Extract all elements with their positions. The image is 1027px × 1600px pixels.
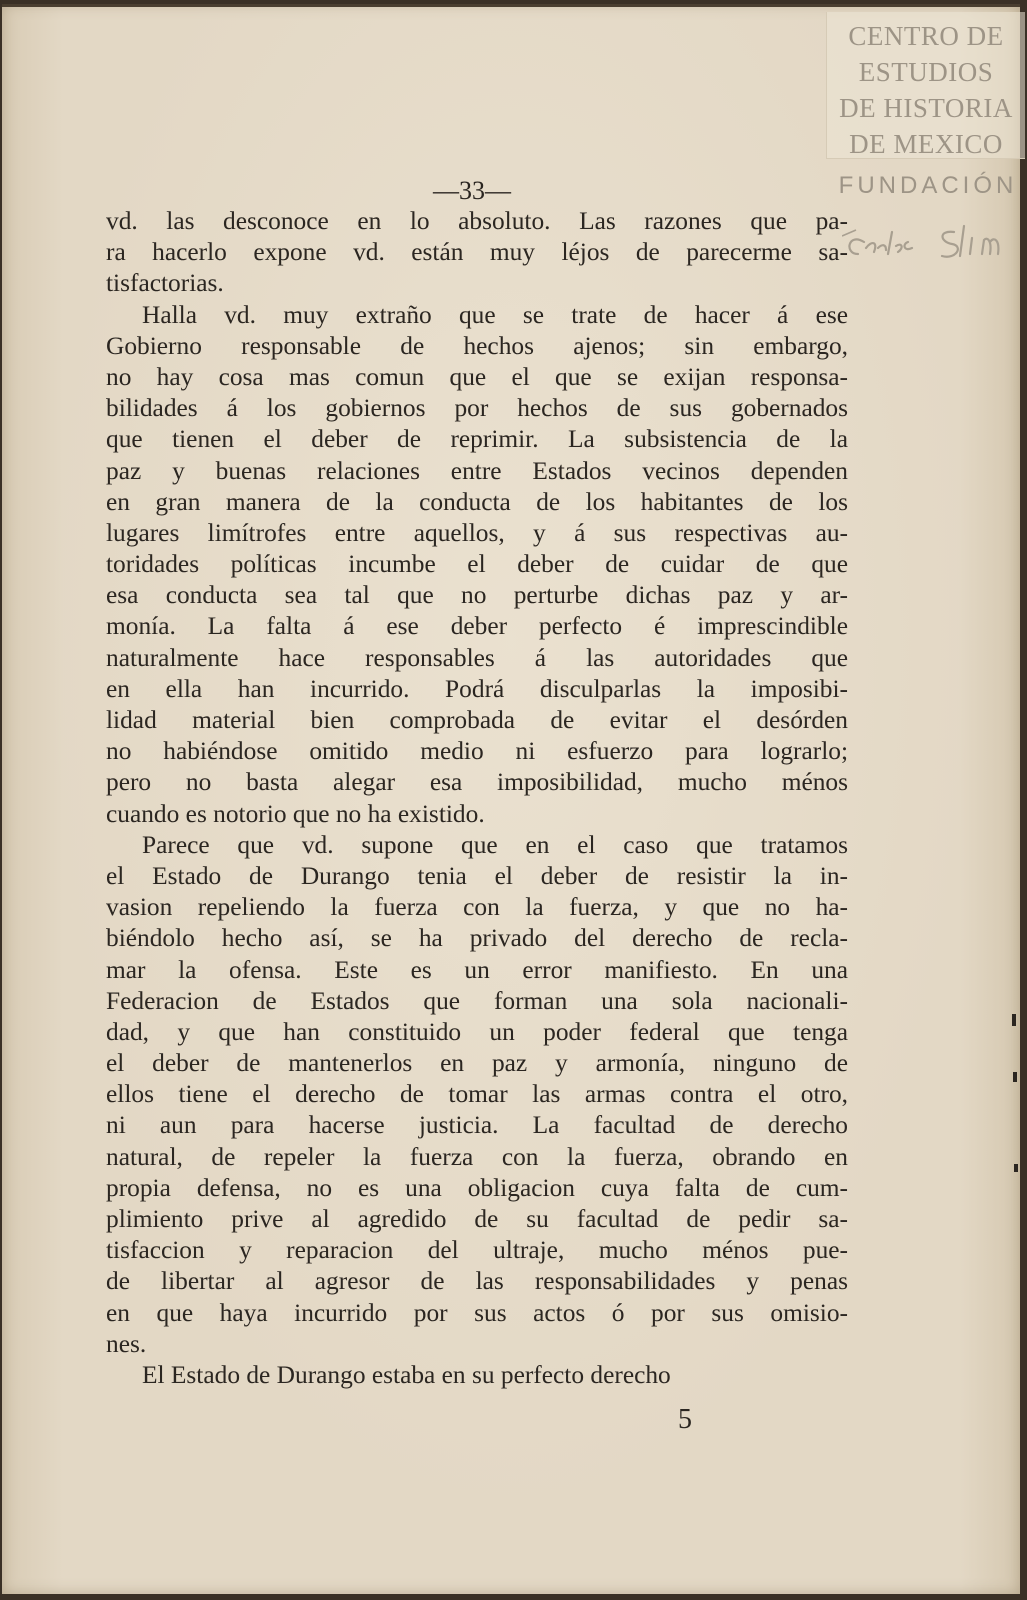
text-line: que tienen el deber de reprimir. La subsistencia de la [106, 425, 848, 454]
text-line: Parece que vd. supone que en el caso que tratamos [142, 830, 848, 859]
text-line: toridades políticas incumbe el deber de cuidar de que [106, 550, 848, 579]
text-line: natural, de repeler la fuerza con la fuerza, obrando en [106, 1142, 848, 1171]
text-line: plimiento prive al agredido de su facultad de pedir sa- [106, 1205, 848, 1233]
text-line: mar la ofensa. Este es un error manifiesto. En una [106, 955, 848, 984]
text-line: biéndolo hecho así, se ha privado del derecho de recla- [106, 924, 848, 953]
archive-stamp [826, 12, 1025, 159]
text-line: ellos tiene el derecho de tomar las armas contra el otro, [106, 1080, 848, 1109]
stamp-line-3: DE HISTORIA [839, 93, 1013, 123]
edge-tick [1014, 1164, 1018, 1172]
text-line: tisfaccion y reparacion del ultraje, mucho ménos pue- [106, 1236, 848, 1265]
text-line: en ella han incurrido. Podrá disculparlas la imposibi- [106, 674, 848, 703]
text-line: naturalmente hace responsables á las autoridades que [106, 643, 848, 672]
stamp-line-2: ESTUDIOS [858, 57, 994, 87]
page-number: —33— [433, 176, 511, 205]
text-line: vasion repeliendo la fuerza con la fuerza, y que no ha- [106, 893, 848, 922]
text-line: El Estado de Durango estaba en su perfecto derecho [142, 1360, 671, 1389]
text-line: vd. las desconoce en lo absoluto. Las razones que pa- [106, 207, 848, 235]
text-line: Gobierno responsable de hechos ajenos; sin embargo, [106, 331, 848, 360]
text-line: esa conducta sea tal que no perturbe dichas paz y ar- [106, 581, 848, 610]
text-line: bilidades á los gobiernos por hechos de sus gobernados [106, 394, 848, 423]
text-line: nes. [106, 1329, 147, 1358]
text-line: pero no basta alegar esa imposibilidad, mucho ménos [106, 768, 848, 797]
text-line: Federacion de Estados que forman una sola nacionali- [106, 986, 848, 1015]
text-line: ra hacerlo expone vd. están muy léjos de parecerme sa- [106, 238, 848, 267]
text-line: no habiéndose omitido medio ni esfuerzo para lograrlo; [106, 737, 848, 766]
book-page [2, 4, 1020, 1594]
text-line: de libertar al agresor de las responsabilidades y penas [106, 1267, 848, 1296]
text-line: no hay cosa mas comun que el que se exijan responsa- [106, 362, 848, 391]
fundacion-label: FUNDACIÓN [838, 172, 1018, 199]
text-line: dad, y que han constituido un poder federal que tenga [106, 1017, 848, 1046]
carlos-slim-signature-mark [842, 202, 1024, 276]
edge-tick [1013, 1072, 1017, 1082]
text-line: lugares limítrofes entre aquellos, y á sus respectivas au- [106, 518, 848, 547]
stamp-line-4: DE MEXICO [849, 129, 1003, 159]
text-line: paz y buenas relaciones entre Estados vecinos dependen [106, 456, 848, 485]
text-line: el Estado de Durango tenia el deber de resistir la in- [106, 861, 848, 890]
stamp-line-1: CENTRO DE [848, 21, 1004, 51]
text-line: lidad material bien comprobada de evitar el desórden [106, 706, 848, 734]
text-line: en que haya incurrido por sus actos ó por sus omisio- [106, 1298, 848, 1327]
text-line: propia defensa, no es una obligacion cuya falta de cum- [106, 1173, 848, 1202]
printer-signature-mark: 5 [678, 1404, 692, 1435]
edge-tick [1012, 1014, 1016, 1026]
text-line: tisfactorias. [106, 269, 224, 298]
text-line: monía. La falta á ese deber perfecto é imprescindible [106, 612, 848, 641]
text-line: el deber de mantenerlos en paz y armonía, ninguno de [106, 1049, 848, 1078]
text-line: en gran manera de la conducta de los habitantes de los [106, 487, 848, 516]
text-line: ni aun para hacerse justicia. La facultad de derecho [106, 1111, 848, 1140]
top-edge-rule [2, 4, 1020, 7]
text-line: Halla vd. muy extraño que se trate de hacer á ese [142, 300, 848, 329]
text-line: cuando es notorio que no ha existido. [106, 799, 485, 828]
body-text [106, 206, 848, 1391]
